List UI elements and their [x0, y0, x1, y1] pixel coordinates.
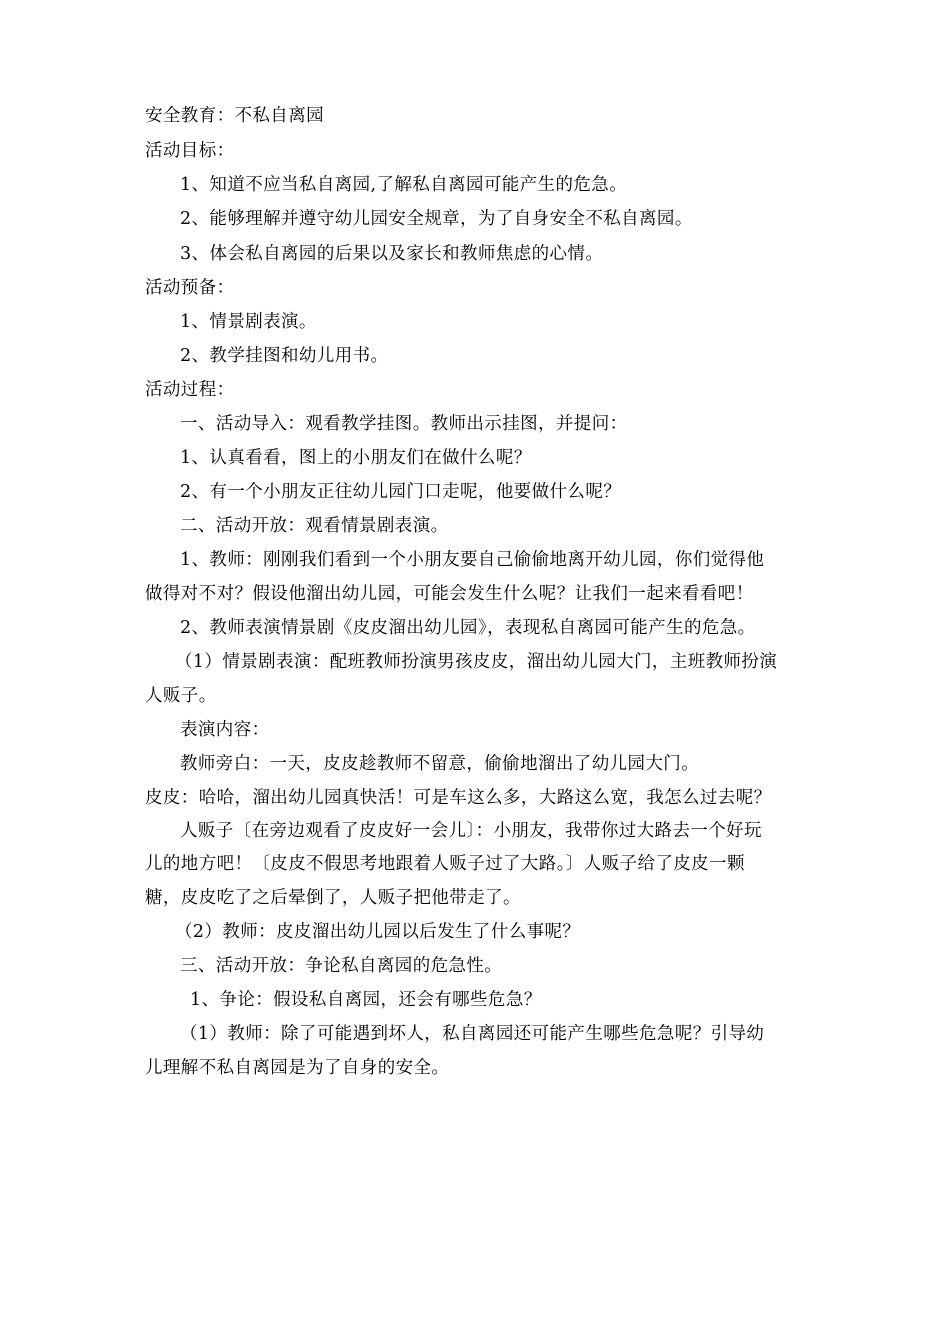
paragraph-line: （2）教师：皮皮溜出幼儿园以后发生了什么事呢？: [175, 922, 581, 942]
paragraph-line: （1）情景剧表演：配班教师扮演男孩皮皮，溜出幼儿园大门，主班教师扮演: [175, 652, 778, 672]
paragraph-line: 人贩子。: [145, 686, 217, 706]
paragraph-line: 儿理解不私自离园是为了自身的安全。: [145, 1058, 450, 1078]
part1-heading: 一、活动导入：观看教学挂图。教师出示挂图，并提问：: [180, 414, 628, 434]
goals-heading: 活动目标：: [145, 141, 235, 161]
goal-item: 3、体会私自离园的后果以及家长和教师焦虑的心情。: [180, 244, 604, 264]
dialogue-line: 糖，皮皮吃了之后晕倒了，人贩子把他带走了。: [145, 888, 521, 908]
paragraph-line: 做得对不对？假设他溜出幼儿园，可能会发生什么呢？让我们一起来看看吧！: [145, 584, 754, 604]
prep-item: 1、情景剧表演。: [180, 312, 317, 332]
part1-question: 2、有一个小朋友正往幼儿园门口走呢，他要做什么呢？: [180, 482, 622, 502]
paragraph-line: （1）教师：除了可能遇到坏人，私自离园还可能产生哪些危急呢？引导幼: [180, 1024, 765, 1044]
part1-question: 1、认真看看，图上的小朋友们在做什么呢？: [180, 448, 532, 468]
dialogue-line: 皮皮：哈哈，溜出幼儿园真快活！可是车这么多，大路这么宽，我怎么过去呢？: [145, 788, 772, 808]
part3-heading: 三、活动开放：争论私自离园的危急性。: [180, 956, 503, 976]
dialogue-line: 人贩子〔在旁边观看了皮皮好一会儿〕：小朋友，我带你过大路去一个好玩: [180, 821, 762, 841]
goal-item: 1、知道不应当私自离园,了解私自离园可能产生的危急。: [180, 175, 628, 195]
content-heading: 表演内容：: [180, 720, 270, 740]
prep-item: 2、教学挂图和幼儿用书。: [180, 346, 389, 366]
paragraph-line: 2、教师表演情景剧《皮皮溜出幼儿园》，表现私自离园可能产生的危急。: [180, 618, 756, 638]
part2-heading: 二、活动开放：观看情景剧表演。: [180, 516, 449, 536]
document-title: 安全教育：不私自离园: [145, 106, 324, 126]
dialogue-line: 儿的地方吧！〔皮皮不假思考地跟着人贩子过了大路。〕人贩子给了皮皮一颗: [145, 854, 745, 874]
goal-item: 2、能够理解并遵守幼儿园安全规章，为了自身安全不私自离园。: [180, 209, 693, 229]
paragraph-line: 1、争论：假设私自离园，还会有哪些危急？: [190, 990, 542, 1010]
prep-heading: 活动预备：: [145, 278, 235, 298]
paragraph-line: 1、教师：刚刚我们看到一个小朋友要自己偷偷地离开幼儿园，你们觉得他: [180, 550, 765, 570]
process-heading: 活动过程：: [145, 380, 235, 400]
narration-line: 教师旁白：一天，皮皮趁教师不留意，偷偷地溜出了幼儿园大门。: [180, 754, 700, 774]
